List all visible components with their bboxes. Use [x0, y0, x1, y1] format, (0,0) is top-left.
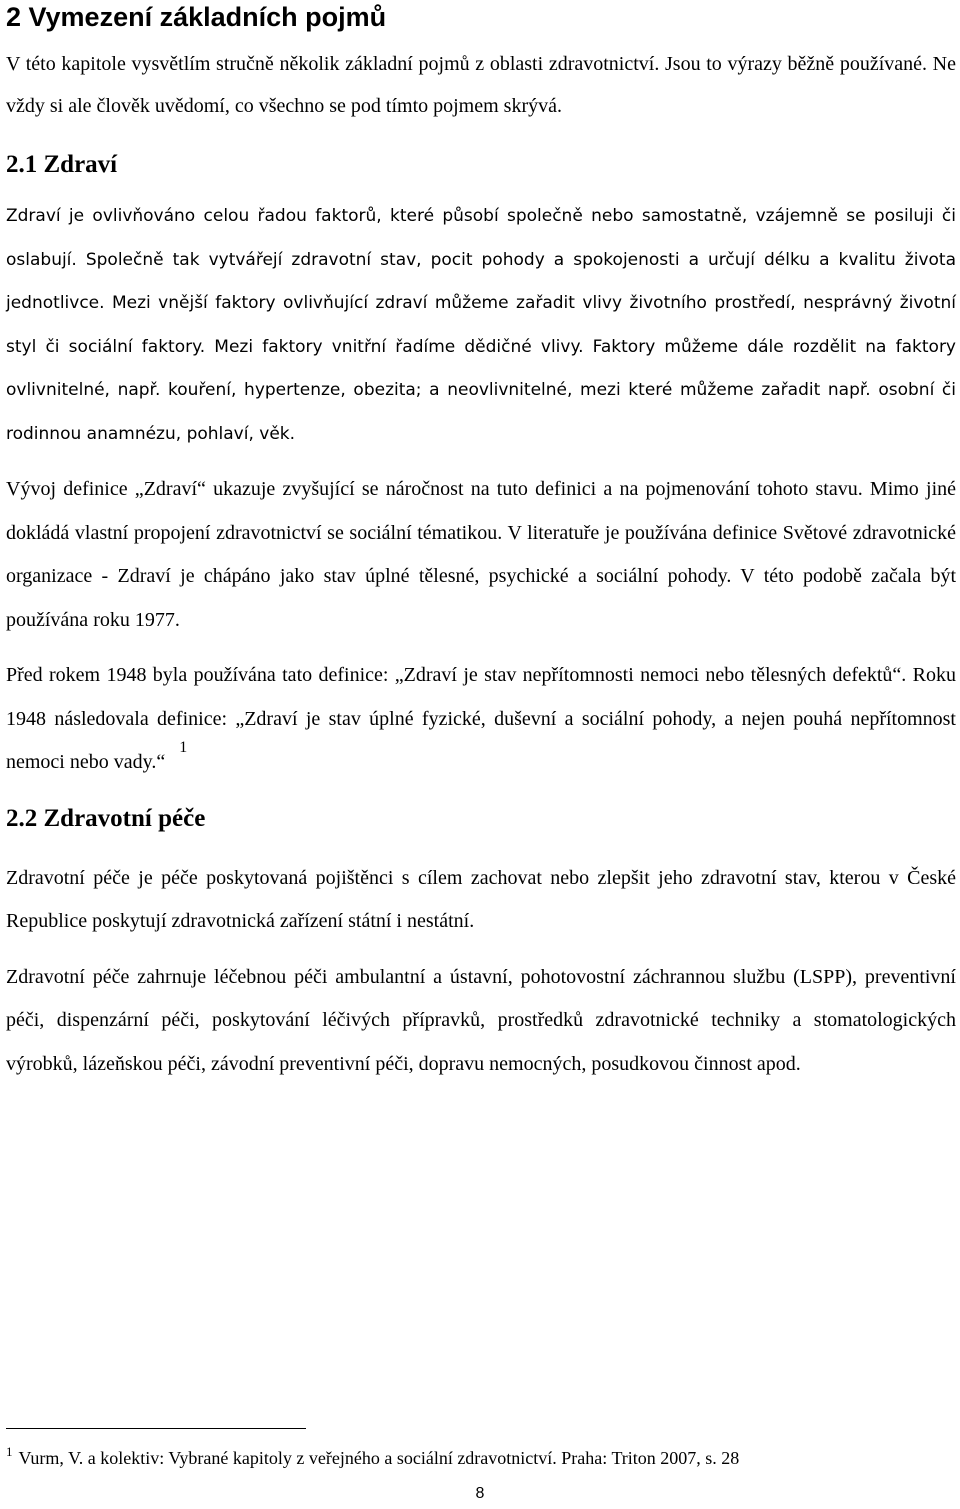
care-paragraph-2: Zdravotní péče zahrnuje léčebnou péči ambulantní a ústavní, pohotovostní záchrannou službu (LSPP), preventivní péči, dispenzární péči, poskytování léčivých přípravků, prostředků zdravotnické techniky a stomatologických výrobků, lázeňskou péči, závodní preventivní péči, dopravu nemocných, posudkovou činnost apod.	[6, 965, 956, 1075]
footnote-reference[interactable]: 1	[179, 739, 188, 756]
care-paragraph-1: Zdravotní péče je péče poskytovaná pojištěnci s cílem zachovat nebo zlepšit jeho zdravotní stav, kterou v České Republice poskytují zdravotnická zařízení státní i nestátní.	[6, 866, 956, 932]
footnote-text: Vurm, V. a kolektiv: Vybrané kapitoly z veřejného a sociální zdravotnictví. Praha: Triton 2007, s. 28	[18, 1448, 740, 1468]
health-paragraph-1: Zdraví je ovlivňováno celou řadou faktorů, které působí společně nebo samostatně, vzájemně se posiluji či oslabují. Společně tak vytvářejí zdravotní stav, pocit pohody a spokojenosti a určují délku a kvalitu života jednotlivce. Mezi vnější faktory ovlivňující zdraví můžeme zařadit vlivy životního prostředí, nesprávný životní styl či sociální faktory. Mezi faktory vnitřní řadíme dědičné vlivy. Faktory můžeme dále rozdělit na faktory ovlivnitelné, např. kouření, hypertenze, obezita; a neovlivnitelné, mezi které můžeme zařadit např. osobní či rodinnou anamnézu, pohlaví, věk.	[6, 206, 956, 444]
page-number: 8	[475, 1485, 485, 1502]
footnote	[6, 1440, 739, 1470]
footnote-number: 1	[6, 1444, 13, 1459]
health-paragraph-2: Vývoj definice „Zdraví“ ukazuje zvyšující se náročnost na tuto definici a na pojmenování tohoto stavu. Mimo jiné dokládá vlastní propojení zdravotnictví se sociální tématikou. V literatuře je používána definice Světové zdravotnické organizace - Zdraví je chápáno jako stav úplné tělesné, psychické a sociální pohody. V této podobě začala být používána roku 1977.	[6, 478, 956, 631]
health-paragraph-3-text: Před rokem 1948 byla používána tato definice: „Zdraví je stav nepřítomnosti nemoci nebo tělesných defektů“. Roku 1948 následovala definice: „Zdraví je stav úplné fyzické, duševní a sociální pohody, a nejen pouhá nepřítomnost nemoci nebo vady.“	[6, 664, 956, 773]
document-page	[6, 0, 956, 1086]
health-paragraph-3	[6, 654, 956, 785]
chapter-title: 2 Vymezení základních pojmů	[6, 2, 387, 32]
chapter-intro: V této kapitole vysvětlím stručně několik základní pojmů z oblasti zdravotnictví. Jsou to výrazy běžně používané. Ne vždy si ale člověk uvědomí, co všechno se pod tímto pojmem skrývá.	[6, 53, 956, 117]
section-title-care: 2.2 Zdravotní péče	[6, 804, 206, 832]
section-title-health: 2.1 Zdraví	[6, 151, 118, 178]
footnote-separator	[6, 1428, 306, 1429]
